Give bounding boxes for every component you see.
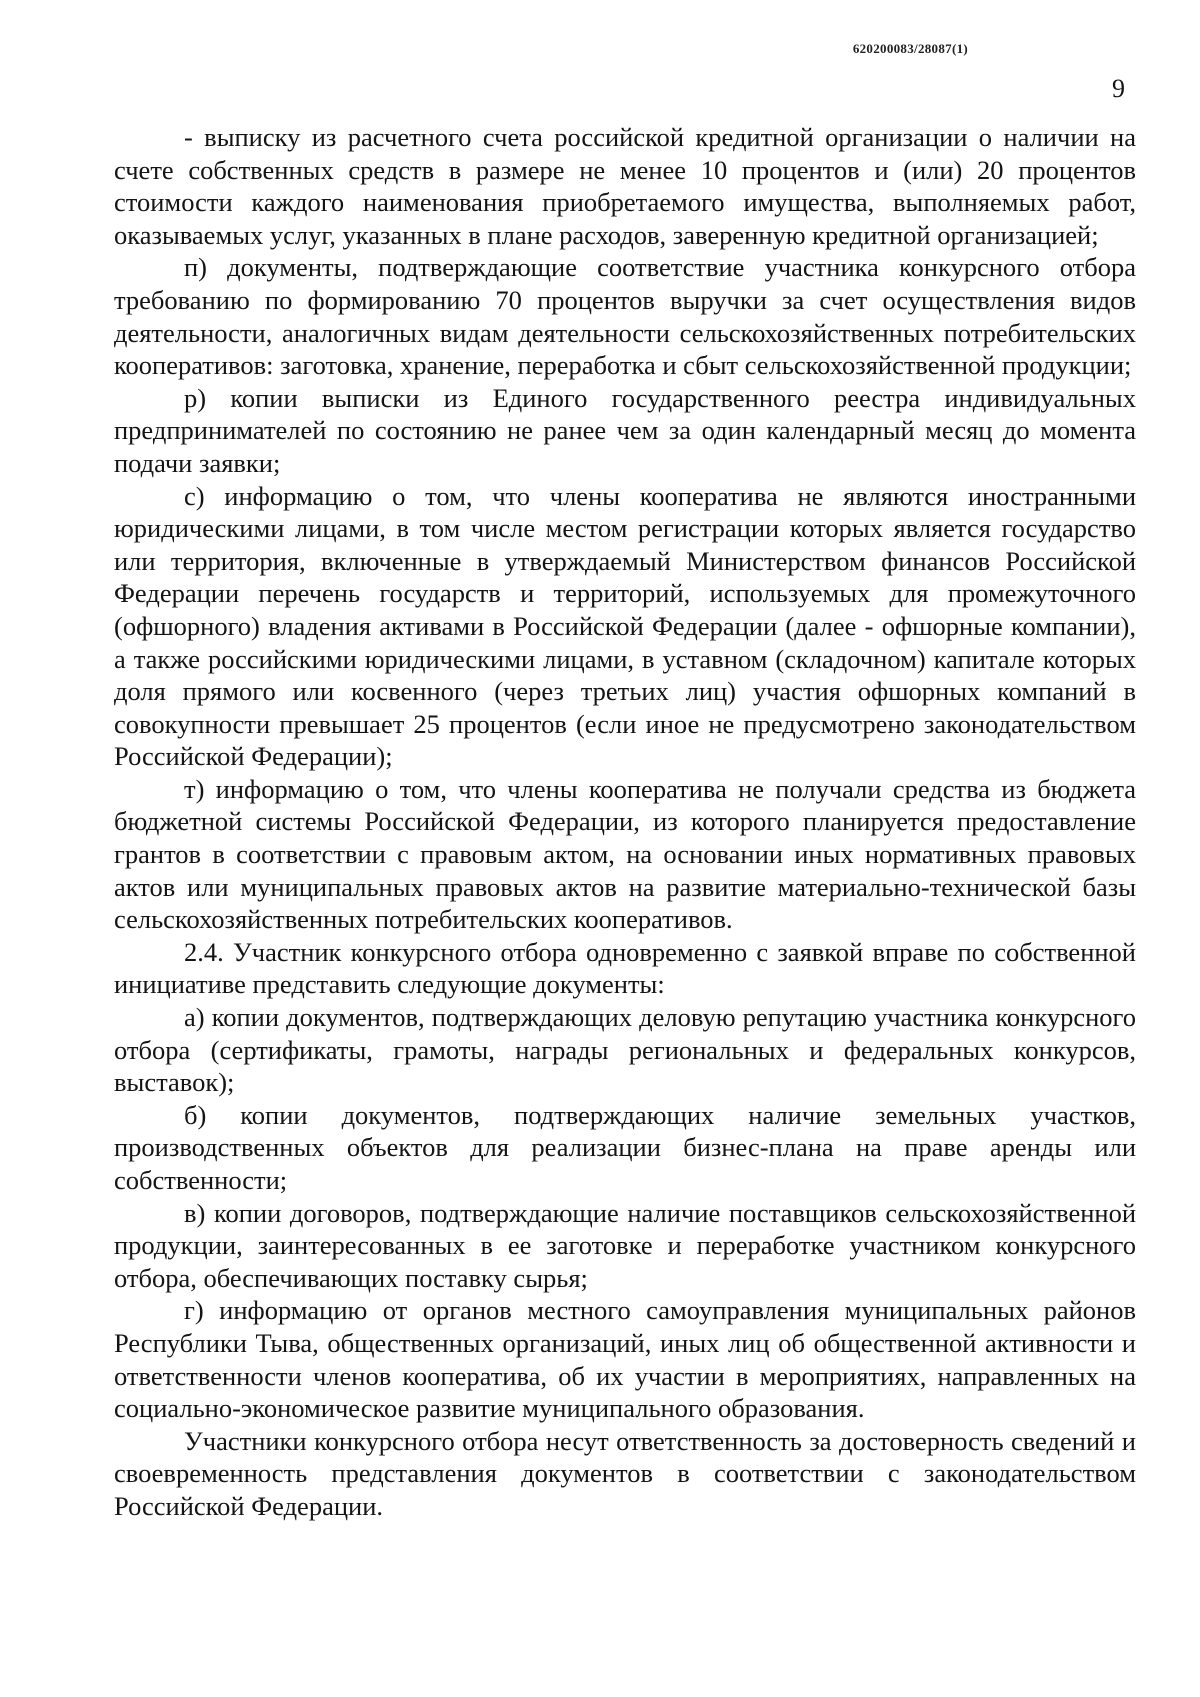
paragraph-item-t: т) информацию о том, что члены кооператива не получали средства из бюджета бюджетной системы Российской Федерации, из которого планируется предоставление грантов в соответствии с правовым актом, на основании иных нормативных правовых актов или муниципальных правовых актов на развитие материально-технической базы сельскохозяйственных потребительских кооперативов. [114,773,1136,935]
paragraph-item-a: а) копии документов, подтверждающих деловую репутацию участника конкурсного отбора (сертификаты, грамоты, награды региональных и федеральных конкурсов, выставок); [114,1002,1136,1098]
paragraph-section-2-4: 2.4. Участник конкурсного отбора одновременно с заявкой вправе по собственной инициативе представить следующие документы: [114,936,1136,1000]
page-number: 9 [1112,74,1125,103]
document-id: 620200083/28087(1) [852,41,968,56]
document-body [114,121,1136,1523]
paragraph-item-v: в) копии договоров, подтверждающие наличие поставщиков сельскохозяйственной продукции, заинтересованных в ее заготовке и переработке участником конкурсного отбора, обеспечивающих поставку сырья; [114,1197,1136,1293]
paragraph-item-p: п) документы, подтверждающие соответствие участника конкурсного отбора требованию по формированию 70 процентов выручки за счет осуществления видов деятельности, аналогичных видам деятельности сельскохозяйственных потребительских кооперативов: заготовка, хранение, переработка и сбыт сельскохозяйственной продукции; [114,252,1136,381]
paragraph-bank-statement: - выписку из расчетного счета российской кредитной организации о наличии на счете собственных средств в размере не менее 10 процентов и (или) 20 процентов стоимости каждого наименования приобретаемого имущества, выполняемых работ, оказываемых услуг, указанных в плане расходов, заверенную кредитной организацией; [114,122,1136,250]
paragraph-item-r: р) копии выписки из Единого государственного реестра индивидуальных предпринимателей по состоянию не ранее чем за один календарный месяц до момента подачи заявки; [114,382,1136,478]
paragraph-item-s: с) информацию о том, что члены кооператива не являются иностранными юридическими лицами, в том числе местом регистрации которых является государство или территория, включенные в утверждаемый Министерством финансов Российской Федерации перечень государств и территорий, используемых для промежуточного (офшорного) владения активами в Российской Федерации (далее - офшорные компании), а также российскими юридическими лицами, в уставном (складочном) капитале которых доля прямого или косвенного (через третьих лиц) участия офшорных компаний в совокупности превышает 25 процентов (если иное не предусмотрено законодательством Российской Федерации); [114,480,1136,772]
paragraph-responsibility: Участники конкурсного отбора несут ответственность за достоверность сведений и своевременность представления документов в соответствии с законодательством Российской Федерации. [114,1425,1136,1521]
paragraph-item-b: б) копии документов, подтверждающих наличие земельных участков, производственных объектов для реализации бизнес-плана на праве аренды или собственности; [114,1099,1136,1195]
paragraph-item-g: г) информацию от органов местного самоуправления муниципальных районов Республики Тыва, общественных организаций, иных лиц об общественной активности и ответственности членов кооператива, об их участии в мероприятиях, направленных на социально-экономическое развитие муниципального образования. [114,1295,1136,1424]
